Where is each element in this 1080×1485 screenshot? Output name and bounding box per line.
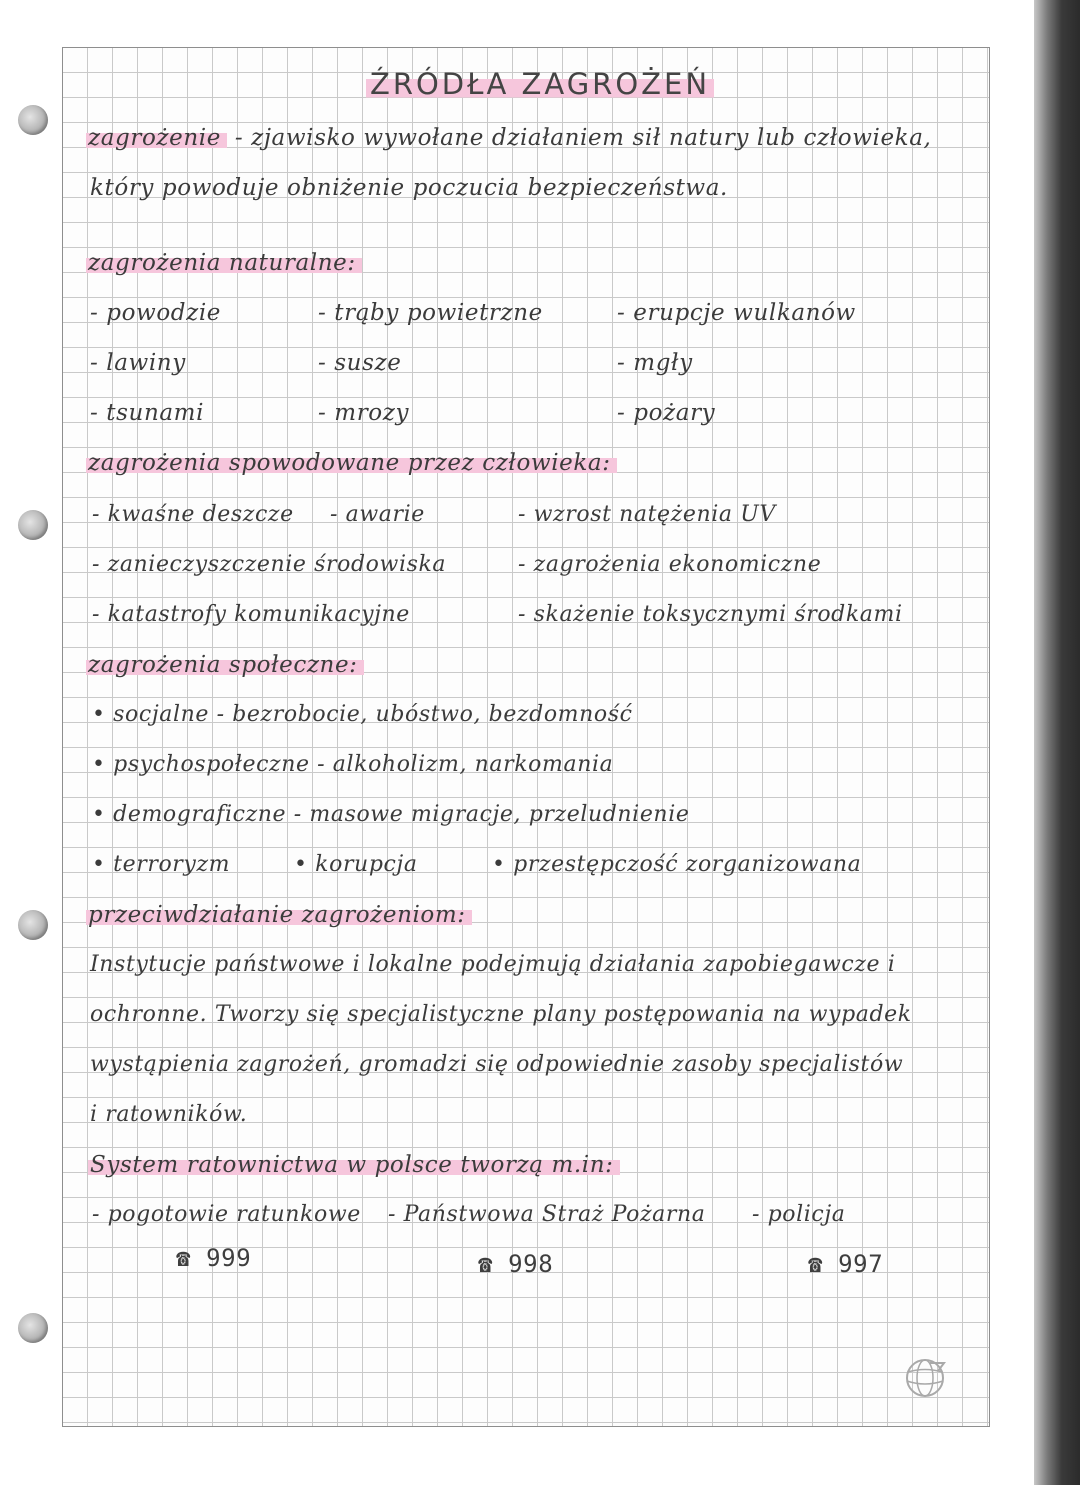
social-item: • psychospołeczne - alkoholizm, narkomania (92, 752, 614, 777)
natural-item: - pożary (617, 400, 716, 426)
natural-item: - trąby powietrzne (318, 300, 543, 326)
human-item: - skażenie toksycznymi środkami (518, 602, 903, 627)
social-item: • przestępczość zorganizowana (492, 852, 862, 877)
prevention-line: Instytucje państwowe i lokalne podejmują działania zapobiegawcze i (90, 952, 896, 977)
binder-hole (18, 510, 48, 540)
human-item: - zagrożenia ekonomiczne (518, 552, 822, 577)
rescue-service: - Państwowa Straż Pożarna (388, 1202, 706, 1227)
rescue-heading: System ratownictwa w polsce tworzą m.in: (88, 1152, 620, 1178)
page-title: ŹRÓDŁA ZAGROŻEŃ (0, 67, 1080, 101)
natural-item: - mrozy (318, 400, 410, 426)
human-item: - awarie (330, 502, 425, 527)
social-item: • demograficzne - masowe migracje, przeludnienie (92, 802, 690, 827)
phone-icon: ☎ (176, 1244, 192, 1272)
definition-text: - zjawisko wywołane działaniem sił natury lub człowieka, (226, 125, 932, 151)
natural-item: - powodzie (90, 300, 221, 326)
prevention-line: i ratowników. (90, 1102, 248, 1127)
human-item: - zanieczyszczenie środowiska (92, 552, 447, 577)
human-item: - wzrost natężenia UV (518, 502, 776, 527)
natural-item: - susze (318, 350, 402, 376)
binder-hole (18, 105, 48, 135)
prevention-line: wystąpienia zagrożeń, gromadzi się odpowiednie zasoby specjalistów (90, 1052, 904, 1077)
scanner-edge (1034, 0, 1080, 1485)
social-item: • socjalne - bezrobocie, ubóstwo, bezdomność (92, 702, 633, 727)
rescue-service: - pogotowie ratunkowe (92, 1202, 361, 1227)
phone-icon: ☎ (808, 1250, 824, 1278)
phone-number: ☎ 997 (808, 1250, 884, 1278)
social-item: • korupcja (294, 852, 418, 877)
natural-item: - lawiny (90, 350, 186, 376)
binder-hole (18, 1313, 48, 1343)
natural-item: - mgły (617, 350, 693, 376)
human-item: - kwaśne deszcze (92, 502, 294, 527)
human-item: - katastrofy komunikacyjne (92, 602, 410, 627)
human-heading: zagrożenia spowodowane przez człowieka: (86, 450, 617, 476)
natural-item: - erupcje wulkanów (617, 300, 856, 326)
phone-icon: ☎ (478, 1250, 494, 1278)
definition-line-2: który powoduje obniżenie poczucia bezpieczeństwa. (90, 175, 728, 201)
prevention-heading: przeciwdziałanie zagrożeniom: (86, 902, 472, 928)
definition-term: zagrożenie (86, 125, 227, 151)
rescue-service: - policja (752, 1202, 846, 1227)
social-heading: zagrożenia społeczne: (86, 652, 364, 678)
natural-heading: zagrożenia naturalne: (86, 250, 362, 276)
natural-item: - tsunami (90, 400, 205, 426)
phone-number: ☎ 999 (176, 1244, 252, 1272)
definition-line-1 (86, 125, 931, 151)
binder-hole (18, 910, 48, 940)
social-item: • terroryzm (92, 852, 231, 877)
prevention-line: ochronne. Tworzy się specjalistyczne plany postępowania na wypadek (90, 1002, 912, 1027)
logo-globe-icon (904, 1357, 946, 1399)
phone-number: ☎ 998 (478, 1250, 554, 1278)
